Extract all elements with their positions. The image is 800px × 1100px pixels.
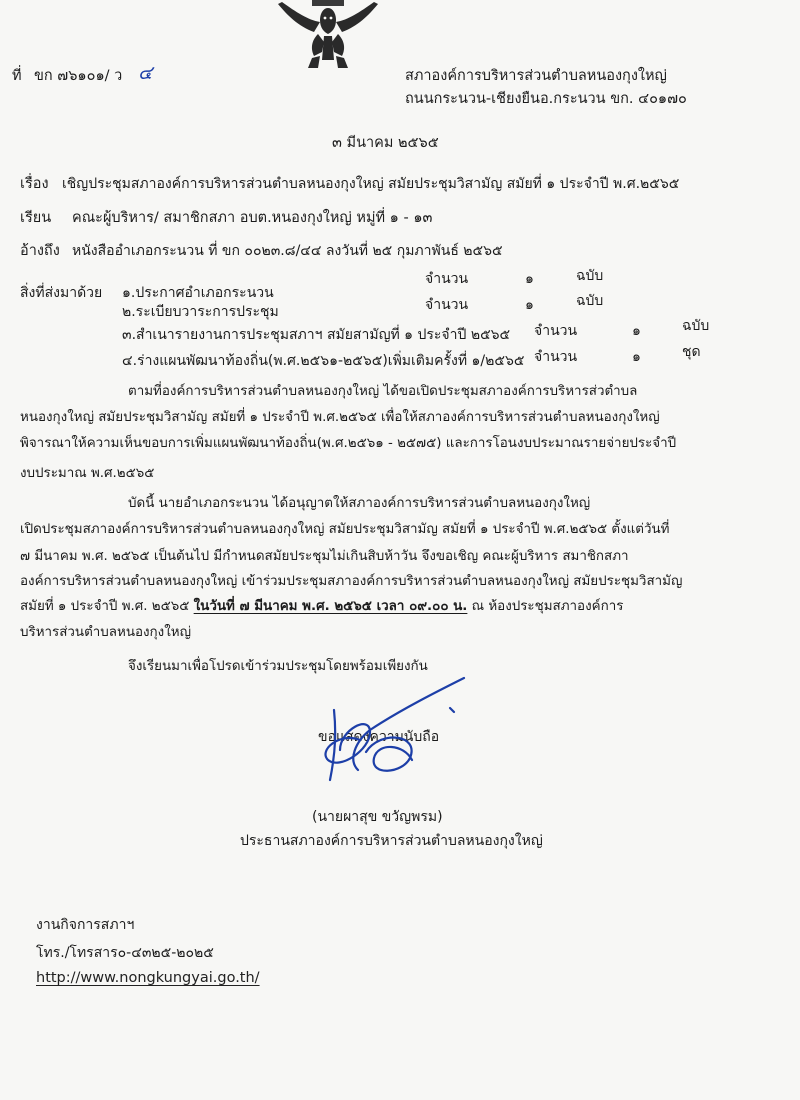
enclosure-item: ๑.ประกาศอำเภอกระนวน bbox=[122, 285, 274, 301]
body-paragraph-1-line: หนองกุงใหญ่ สมัยประชุมวิสามัญ สมัยที่ ๑ ประจำปี พ.ศ.๒๕๖๕ เพื่อให้สภาองค์การบริหารส่วนตำบลหนองกุงใหญ่ bbox=[20, 410, 660, 425]
reference-text: หนังสืออำเภอกระนวน ที่ ขก ๐๐๒๓.๘/๔๔ ลงวันที่ ๒๕ กุมภาพันธ์ ๒๕๖๕ bbox=[72, 243, 503, 259]
signatory-title: ประธานสภาองค์การบริหารส่วนตำบลหนองกุงใหญ่ bbox=[240, 833, 543, 849]
enclosures-label: สิ่งที่ส่งมาด้วย bbox=[20, 285, 103, 301]
body-paragraph-2-line: บริหารส่วนตำบลหนองกุงใหญ่ bbox=[20, 625, 191, 640]
subject-label: เรื่อง bbox=[20, 176, 49, 192]
enclosure-item: ๓.สำเนารายงานการประชุมสภาฯ สมัยสามัญที่ ๑ ประจำปี ๒๕๖๕ bbox=[122, 327, 511, 343]
enclosure-qty-label: จำนวน bbox=[425, 297, 469, 313]
enclosure-unit: ฉบับ bbox=[576, 268, 604, 284]
body-paragraph-1-line: พิจารณาให้ความเห็นขอบการเพิ่มแผนพัฒนาท้องถิ่น(พ.ศ.๒๕๖๑ - ๒๕๗๕) และการโอนงบประมาณรายจ่ายประจำปี bbox=[20, 436, 677, 451]
body-paragraph-1-line: งบประมาณ พ.ศ.๒๕๖๕ bbox=[20, 466, 155, 481]
subject-text: เชิญประชุมสภาองค์การบริหารส่วนตำบลหนองกุงใหญ่ สมัยประชุมวิสามัญ สมัยที่ ๑ ประจำปี พ.ศ.๒๕๖๕ bbox=[62, 176, 680, 192]
meeting-datetime: ในวันที่ ๗ มีนาคม พ.ศ. ๒๕๖๕ เวลา ๐๙.๐๐ น. bbox=[193, 599, 468, 614]
org-address: ถนนกระนวน-เชียงยืนอ.กระนวน ขก. ๔๐๑๗๐ bbox=[405, 91, 687, 107]
footer-phone: โทร./โทรสาร๐-๔๓๒๕-๒๐๒๕ bbox=[36, 945, 214, 961]
doc-number-handwritten: ๔ bbox=[138, 62, 153, 84]
footer-website-link[interactable]: http://www.nongkungyai.go.th/ bbox=[36, 970, 260, 986]
doc-number-label: ที่ bbox=[12, 68, 22, 84]
to-label: เรียน bbox=[20, 210, 52, 226]
closing-salutation: ขอแสดงความนับถือ bbox=[318, 729, 440, 745]
body-paragraph-2-line: บัดนี้ นายอำเภอกระนวน ได้อนุญาตให้สภาองค์การบริหารส่วนตำบลหนองกุงใหญ่ bbox=[128, 496, 591, 511]
meeting-schedule-pre: สมัยที่ ๑ ประจำปี พ.ศ. ๒๕๖๕ bbox=[20, 599, 194, 614]
enclosure-qty: ๑ bbox=[632, 349, 641, 365]
enclosure-qty: ๑ bbox=[525, 271, 534, 287]
enclosure-qty-label: จำนวน bbox=[534, 323, 578, 339]
enclosure-qty: ๑ bbox=[632, 323, 641, 339]
org-name: สภาองค์การบริหารส่วนตำบลหนองกุงใหญ่ bbox=[405, 68, 667, 84]
body-paragraph-1-line: ตามที่องค์การบริหารส่วนตำบลหนองกุงใหญ่ ได้ขอเปิดประชุมสภาองค์การบริหารส่วตำบล bbox=[128, 384, 638, 399]
closing-request: จึงเรียนมาเพื่อโปรดเข้าร่วมประชุมโดยพร้อมเพียงกัน bbox=[128, 659, 428, 674]
reference-label: อ้างถึง bbox=[20, 243, 60, 259]
enclosure-item: ๒.ระเบียบวาระการประชุม bbox=[122, 304, 279, 320]
enclosure-unit: ฉบับ bbox=[576, 293, 604, 309]
garuda-emblem-icon bbox=[268, 0, 388, 70]
enclosure-qty: ๑ bbox=[525, 297, 534, 313]
letter-date: ๓ มีนาคม ๒๕๖๕ bbox=[332, 135, 439, 151]
doc-number: ขก ๗๖๑๐๑/ ว bbox=[34, 68, 123, 84]
enclosure-unit: ชุด bbox=[682, 344, 701, 360]
enclosure-item: ๔.ร่างแผนพัฒนาท้องถิ่น(พ.ศ.๒๕๖๑-๒๕๖๕)เพิ่มเติมครั้งที่ ๑/๒๕๖๕ bbox=[122, 353, 525, 369]
to-text: คณะผู้บริหาร/ สมาชิกสภา อบต.หนองกุงใหญ่ หมู่ที่ ๑ - ๑๓ bbox=[72, 210, 433, 226]
body-paragraph-2-line: ๗ มีนาคม พ.ศ. ๒๕๖๕ เป็นต้นไป มีกำหนดสมัยประชุมไม่เกินสิบห้าวัน จึงขอเชิญ คณะผู้บริหาร สมาชิกสภา bbox=[20, 549, 629, 564]
enclosure-unit: ฉบับ bbox=[682, 318, 710, 334]
footer-department: งานกิจการสภาฯ bbox=[36, 917, 135, 933]
handwritten-signature-icon bbox=[300, 670, 480, 790]
meeting-schedule-line bbox=[20, 595, 623, 616]
enclosure-qty-label: จำนวน bbox=[534, 349, 578, 365]
signatory-name: (นายผาสุข ขวัญพรม) bbox=[312, 809, 443, 825]
body-paragraph-2-line: เปิดประชุมสภาองค์การบริหารส่วนตำบลหนองกุงใหญ่ สมัยประชุมวิสามัญ สมัยที่ ๑ ประจำปี พ.ศ.๒๕๖๕ ตั้งแต่วันที่ bbox=[20, 522, 670, 537]
meeting-schedule-post: ณ ห้องประชุมสภาองค์การ bbox=[467, 599, 624, 614]
enclosure-qty-label: จำนวน bbox=[425, 271, 469, 287]
body-paragraph-2-line: องค์การบริหารส่วนตำบลหนองกุงใหญ่ เข้าร่วมประชุมสภาองค์การบริหารส่วนตำบลหนองกุงใหญ่ สมัยประชุมวิสามัญ bbox=[20, 574, 683, 589]
